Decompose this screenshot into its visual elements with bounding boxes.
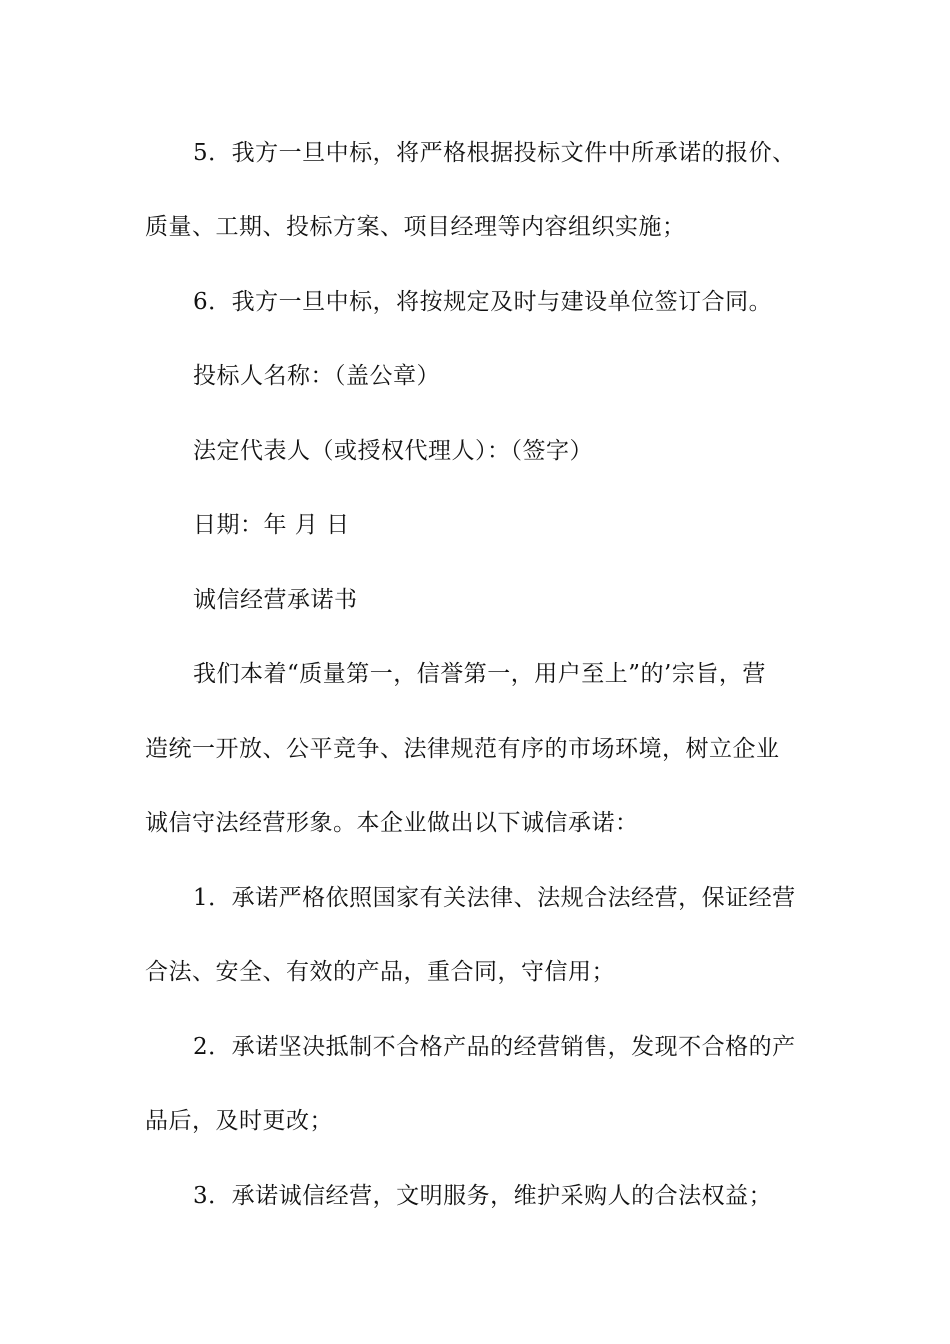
commitment-2-line-1: 2．承诺坚决抵制不合格产品的经营销售，发现不合格的产 [193,1034,796,1060]
commitment-2-line-2: 品后，及时更改； [145,1108,333,1134]
date-field: 日期：年 月 日 [193,512,350,538]
legal-representative-field: 法定代表人（或授权代理人）：（签字） [193,438,593,464]
commitment-1-line-2: 合法、安全、有效的产品，重合同，守信用； [145,959,615,985]
paragraph-5-line-1: 5．我方一旦中标，将严格根据投标文件中所承诺的报价、 [193,140,796,166]
intro-paragraph-line-2: 造统一开放、公平竞争、法律规范有序的市场环境，树立企业 [145,736,780,762]
paragraph-5-line-2: 质量、工期、投标方案、项目经理等内容组织实施； [145,214,686,240]
commitment-1-line-1: 1．承诺严格依照国家有关法律、法规合法经营，保证经营 [193,885,796,911]
bidder-name-field: 投标人名称：（盖公章） [193,363,440,389]
commitment-3: 3．承诺诚信经营，文明服务，维护采购人的合法权益； [193,1183,773,1209]
intro-paragraph-line-1: 我们本着“质量第一，信誉第一，用户至上”的’宗旨，营 [193,661,766,687]
section-title: 诚信经营承诺书 [193,587,358,613]
intro-paragraph-line-3: 诚信守法经营形象。本企业做出以下诚信承诺： [145,810,639,836]
paragraph-6: 6．我方一旦中标，将按规定及时与建设单位签订合同。 [193,289,773,315]
